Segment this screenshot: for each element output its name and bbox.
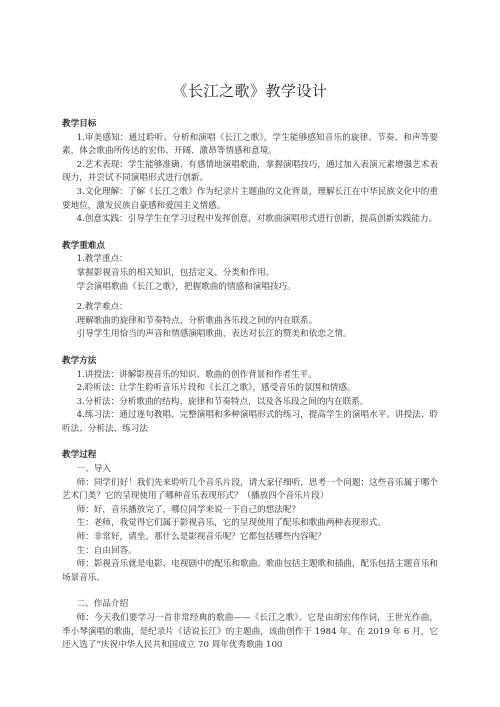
key-points-heading: 教学重难点 (62, 240, 105, 251)
process-subheading: 一、导入 (76, 464, 111, 475)
focus-item: 掌握影视音乐的相关知识，包括定义、分类和作用。 (76, 267, 275, 278)
dialogue-line: 师：同学们好！我们先来聆听几个音乐片段，请大家仔细听，思考一个问题：这些音乐属于哪个艺术门类？它的呈现使用了哪种音乐表现形式？（播放四个音乐片段） (62, 477, 438, 502)
methods-heading: 教学方法 (62, 355, 97, 366)
process-heading: 教学过程 (62, 450, 97, 461)
focus-label: 1.教学重点： (76, 254, 128, 265)
dialogue-line: 师：影视音乐就是电影、电视剧中的配乐和歌曲。歌曲包括主题歌和插曲，配乐包括主题音乐和场景音乐。 (62, 559, 438, 583)
method-item: 3.分析法：分析歌曲的结构、旋律和节奏特点，以及各乐段之间的内在联系。 (76, 396, 369, 407)
process-subheading: 二、作品介绍 (76, 599, 129, 610)
method-item: 4.练习法：通过逐句教唱、完整演唱和多种演唱形式的练习，提高学生的演唱水平。讲授法、聆听法、分析法、练习法 (62, 410, 438, 434)
difficulty-item: 理解歌曲的旋律和节奏特点，分析歌曲各乐段之间的内在联系。 (76, 315, 318, 326)
objective-item: 2.艺术表现：学生能够准确、有感情地演唱歌曲，掌握演唱技巧，通过加入表演元素增强艺术表现力，并尝试不同演唱形式进行创新。 (62, 159, 438, 184)
difficulty-item: 引导学生用恰当的声音和情感演唱歌曲，表达对长江的赞美和依恋之情。 (76, 329, 352, 340)
method-item: 2.聆听法：让学生聆听音乐片段和《长江之歌》，感受音乐的氛围和情感。 (76, 383, 356, 394)
dialogue-line: 生：自由回答。 (76, 545, 137, 556)
work-intro: 师：今天我们要学习一首非常经典的歌曲——《长江之歌》。它是由胡宏伟作词，王世光作曲，季小琴演唱的歌曲，是纪录片《话说长江》的主题曲，该曲创作于 1984 年。在 2019 年 6 月，它还入选了“庆祝中华人民共和国成立 70 周年优秀歌曲 100 (62, 613, 438, 651)
objective-item: 1.审美感知：通过聆听、分析和演唱《长江之歌》，学生能够感知音乐的旋律、节奏、和声等要素，体会歌曲所传达的宏伟、开阔、激昂等情感和意境。 (62, 132, 438, 157)
document-title: 《长江之歌》教学设计 (172, 82, 328, 100)
document-body (62, 118, 438, 653)
objective-item: 4.创意实践：引导学生在学习过程中发挥创意，对歌曲演唱形式进行创新，提高创新实践能力。 (76, 214, 438, 225)
dialogue-line: 生：老师，我觉得它们属于影视音乐，它的呈现使用了配乐和歌曲两种表现形式。 (76, 518, 386, 529)
objective-item: 3.文化理解：了解《长江之歌》作为纪录片主题曲的文化背景，理解长江在中华民族文化中的重要地位，激发民族自豪感和爱国主义情感。 (62, 186, 438, 211)
difficulty-label: 2.教学难点： (76, 302, 128, 313)
dialogue-line: 师：非常好，请坐。那什么是影视音乐呢？它都包括哪些内容呢？ (76, 532, 326, 543)
objectives-heading: 教学目标 (62, 119, 97, 129)
focus-item: 学会演唱歌曲《长江之歌》，把握歌曲的情感和演唱技巧。 (76, 281, 296, 292)
method-item: 1.讲授法：讲解影视音乐的知识、歌曲的创作背景和作者生平。 (76, 369, 317, 380)
dialogue-line: 师：好，音乐播放完了，哪位同学来说一下自己的想法呢？ (76, 504, 301, 515)
